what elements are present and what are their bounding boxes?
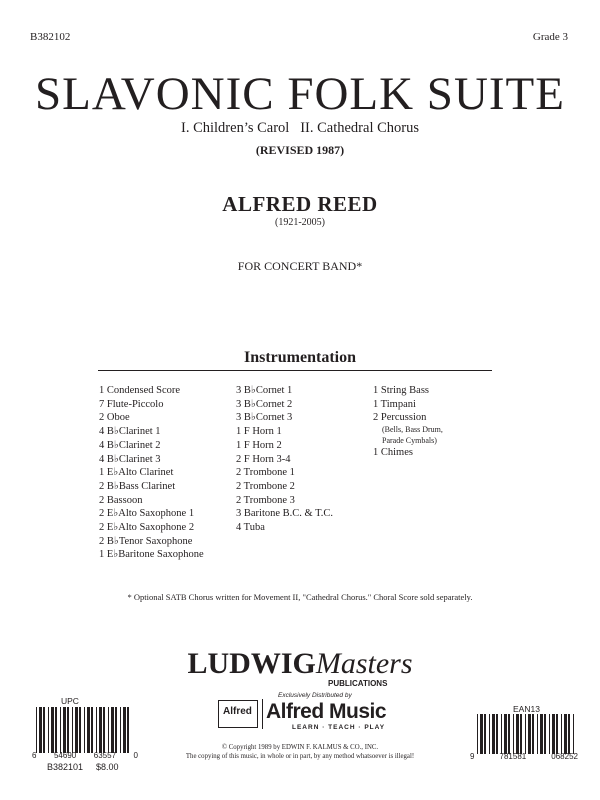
page-title: SLAVONIC FOLK SUITE [35, 68, 565, 120]
instrument-list-column-3 [373, 384, 443, 460]
instrument-item: 4 Tuba [236, 522, 265, 534]
barcode-bar [84, 707, 85, 753]
instrument-item: 3 B♭Cornet 1 [236, 385, 293, 396]
barcode-bar [103, 707, 105, 753]
barcode-bar [501, 714, 502, 754]
barcode-bar [72, 707, 73, 753]
masters-word: Masters [315, 647, 413, 680]
barcode-bar [556, 714, 558, 754]
upc-digit-group: 63557 [93, 751, 117, 760]
copying-warning: The copying of this music, in whole or in part, by any method whatsoever is illegal! [185, 753, 415, 760]
instrument-item: 2 Oboe [99, 412, 130, 424]
copyright-line: © Copyright 1989 by EDWIN F. KALMUS & CO., INC. [221, 744, 379, 751]
instrument-item: 2 Trombone 1 [236, 467, 295, 479]
barcode-bar [108, 707, 109, 753]
instrument-item: 2 E♭Alto Saxophone 1 [99, 508, 195, 520]
ean-label: EAN13 [513, 704, 540, 714]
barcode-bar [513, 714, 514, 754]
barcode-bar [568, 714, 570, 754]
alfred-logo-box-text: Alfred [223, 706, 252, 717]
upc-label: UPC [61, 696, 79, 706]
barcode-bar [67, 707, 69, 753]
instrument-item: 3 Baritone B.C. & T.C. [236, 508, 334, 520]
barcode-bar [51, 707, 54, 753]
ean-digit-group: 068252 [551, 752, 578, 761]
barcode-bar [123, 707, 126, 753]
barcode-bar [504, 714, 507, 754]
barcode-bar [496, 714, 498, 754]
instrument-item: 1 Chimes [373, 447, 413, 459]
barcode-bar [75, 707, 78, 753]
ean-digit-group: 781581 [499, 752, 527, 761]
upc-digits [32, 751, 138, 760]
price: $8.00 [96, 762, 119, 772]
barcode-bar [573, 714, 574, 754]
upc-digit-group: 6 [32, 751, 37, 760]
instrument-item: 1 E♭Baritone Saxophone [99, 549, 204, 561]
barcode-bar [60, 707, 61, 753]
instrument-item: 1 Condensed Score [99, 385, 181, 396]
barcode-bar [39, 707, 42, 753]
barcode-bar [484, 714, 486, 754]
instrument-item: 2 Bassoon [99, 494, 143, 506]
alfred-tagline: LEARN · TEACH · PLAY [292, 724, 386, 731]
instrumentation-divider [98, 370, 492, 371]
publications-label: PUBLICATIONS [328, 679, 388, 688]
instrument-item: 2 F Horn 3-4 [236, 453, 291, 465]
ludwig-masters-logo [0, 648, 600, 680]
instrument-list-column-1 [99, 384, 204, 562]
barcode-bar [91, 707, 93, 753]
barcode-bar [127, 707, 129, 753]
barcode-bar [544, 714, 546, 754]
barcode-bar [561, 714, 562, 754]
barcode-bar [43, 707, 45, 753]
barcode-bar [99, 707, 102, 753]
instrument-item: 3 B♭Cornet 3 [236, 412, 293, 424]
barcode-bar [549, 714, 550, 754]
instrument-item: 1 String Bass [373, 385, 430, 396]
instrument-item: 2 B♭Tenor Saxophone [99, 535, 193, 547]
ean-digits [470, 752, 578, 761]
movements-subtitle: I. Children’s Carol II. Cathedral Chorus [181, 120, 419, 136]
instrument-item: 4 B♭Clarinet 1 [99, 426, 161, 438]
alfred-logo-divider [262, 699, 263, 729]
barcode-bar [79, 707, 81, 753]
instrument-item: 4 B♭Clarinet 2 [99, 439, 161, 451]
percussion-note: (Bells, Bass Drum, [382, 425, 443, 435]
catalog-number: B382102 [30, 31, 71, 43]
instrument-item: 1 Timpani [373, 398, 416, 410]
ensemble-label: FOR CONCERT BAND* [237, 259, 363, 273]
barcode-bar [540, 714, 543, 754]
barcode-bar [537, 714, 538, 754]
instrument-item: 1 F Horn 1 [236, 426, 282, 438]
footnote: * Optional SATB Chorus written for Movement II, "Cathedral Chorus." Choral Score sold separately. [127, 592, 473, 602]
barcode-bar [87, 707, 90, 753]
instrument-item: 1 E♭Alto Clarinet [99, 467, 174, 479]
barcode-bar [477, 714, 478, 754]
barcode-bar [36, 707, 37, 753]
barcode-bar [525, 714, 526, 754]
upc-digit-group: 54690 [53, 751, 77, 760]
barcode-bar [489, 714, 490, 754]
instrument-item: 2 E♭Alto Saxophone 2 [99, 522, 195, 534]
instrument-item: 2 Percussion [373, 412, 427, 424]
barcode-bar [480, 714, 483, 754]
instrumentation-heading: Instrumentation [243, 349, 356, 366]
barcode-bar [120, 707, 121, 753]
barcode-bar [564, 714, 567, 754]
barcode-bar [516, 714, 519, 754]
ean-barcode [477, 714, 577, 754]
distributor-note: Exclusively Distributed by [278, 692, 352, 699]
alfred-music-logo: Alfred Music [266, 700, 387, 723]
instrument-item: 2 B♭Bass Clarinet [99, 480, 176, 492]
composer-name: ALFRED REED [222, 192, 378, 216]
composer-dates: (1921-2005) [275, 217, 325, 228]
barcode-bar [508, 714, 510, 754]
instrument-list-column-2 [236, 384, 333, 535]
instrument-item: 7 Flute-Piccolo [99, 398, 164, 410]
product-code: B382101 [47, 762, 84, 772]
barcode-bar [532, 714, 534, 754]
barcode-bar [520, 714, 522, 754]
barcode-bar [63, 707, 66, 753]
ludwig-word: LUDWIG [187, 647, 316, 680]
barcode-bar [492, 714, 495, 754]
barcode-bar [48, 707, 49, 753]
barcode-bar [111, 707, 114, 753]
ean-digit-group: 9 [470, 752, 475, 761]
instrument-item: 2 Trombone 2 [236, 480, 295, 492]
grade-label: Grade 3 [532, 31, 568, 43]
upc-barcode [36, 707, 132, 753]
instrument-item: 3 B♭Cornet 2 [236, 398, 293, 410]
barcode-bar [552, 714, 555, 754]
revised-note: (REVISED 1987) [255, 143, 345, 157]
upc-digit-group: 0 [133, 751, 138, 760]
barcode-bar [55, 707, 57, 753]
barcode-bar [115, 707, 117, 753]
barcode-bar [96, 707, 97, 753]
instrument-item: 4 B♭Clarinet 3 [99, 453, 161, 465]
instrument-item: 2 Trombone 3 [236, 494, 295, 506]
barcode-bar [528, 714, 531, 754]
percussion-note: Parade Cymbals) [382, 435, 437, 445]
instrument-item: 1 F Horn 2 [236, 439, 282, 451]
